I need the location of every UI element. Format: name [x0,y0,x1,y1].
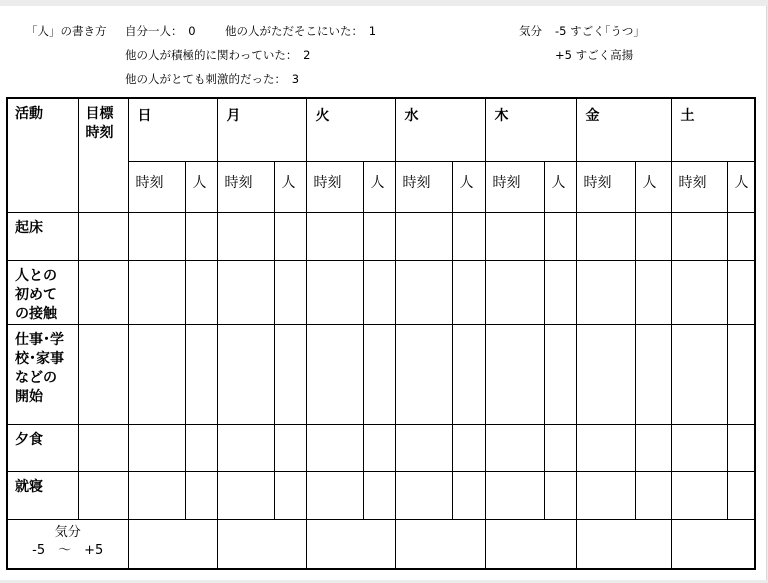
time-cell[interactable] [485,471,544,519]
people-cell[interactable] [544,212,576,260]
people-cell[interactable] [727,471,755,519]
time-cell[interactable] [128,260,185,324]
mood-cell[interactable] [395,519,485,569]
table-row-mood [7,519,755,569]
people-subheader-cell [452,161,485,212]
people-cell[interactable] [635,471,671,519]
time-cell[interactable] [395,324,452,424]
day-label: 金 [585,108,600,124]
table-row-dinner [7,424,755,471]
mood-cell[interactable] [128,519,217,569]
table-row-work-start [7,324,755,424]
people-cell[interactable] [363,471,395,519]
day-header-sat [671,98,755,161]
time-cell[interactable] [217,324,274,424]
time-cell[interactable] [306,324,363,424]
mood-label-cell [7,519,128,569]
people-cell[interactable] [185,212,217,260]
people-cell[interactable] [452,424,485,471]
people-cell[interactable] [635,324,671,424]
row-label-cell [7,212,78,260]
people-subheader-cell [363,161,395,212]
time-cell[interactable] [576,212,635,260]
worksheet-page [0,6,767,580]
day-label: 土 [680,108,695,124]
mood-row-label: 気分 [54,524,81,540]
row-label-cell [7,424,78,471]
people-cell[interactable] [452,324,485,424]
mood-cell[interactable] [306,519,395,569]
time-cell[interactable] [485,212,544,260]
people-cell[interactable] [452,471,485,519]
row-label-cell [7,260,78,324]
people-subheader: 人 [734,174,749,191]
target-time-cell[interactable] [78,212,128,260]
table-row-first-contact [7,260,755,324]
day-label: 木 [494,108,509,124]
time-subheader: 時刻 [402,174,431,191]
time-cell[interactable] [485,324,544,424]
day-label: 火 [315,108,330,124]
people-cell[interactable] [274,212,306,260]
time-subheader-cell [576,161,635,212]
people-cell[interactable] [727,260,755,324]
time-cell[interactable] [395,424,452,471]
time-cell[interactable] [306,471,363,519]
people-cell[interactable] [635,260,671,324]
row-label-bedtime: 就寝 [15,478,43,495]
people-cell[interactable] [544,471,576,519]
people-cell[interactable] [185,424,217,471]
mood-cell[interactable] [671,519,755,569]
time-cell[interactable] [576,471,635,519]
mood-cell[interactable] [217,519,306,569]
row-label-work-start: 仕事･学 校･家事 などの 開始 [15,331,64,405]
people-subheader: 人 [192,174,207,191]
time-cell[interactable] [671,324,727,424]
mood-legend-label: 気分 [519,24,542,38]
time-subheader-cell [671,161,727,212]
people-cell[interactable] [363,260,395,324]
row-label-wake: 起床 [15,219,43,236]
target-time-cell[interactable] [78,324,128,424]
people-cell[interactable] [544,260,576,324]
people-cell[interactable] [185,260,217,324]
people-subheader: 人 [642,174,657,191]
time-cell[interactable] [128,424,185,471]
day-header-fri [576,98,671,161]
mood-legend-low: -5 すごく｢うつ｣ [555,24,640,38]
time-subheader-cell [217,161,274,212]
time-subheader: 時刻 [678,174,707,191]
time-cell[interactable] [306,212,363,260]
people-subheader: 人 [281,174,296,191]
day-header-row [7,98,755,161]
mood-cell[interactable] [485,519,576,569]
people-cell[interactable] [363,324,395,424]
time-cell[interactable] [306,260,363,324]
people-subheader-cell [635,161,671,212]
time-subheader-cell [485,161,544,212]
people-cell[interactable] [727,324,755,424]
day-header-mon [217,98,306,161]
time-cell[interactable] [485,260,544,324]
people-subheader-cell [185,161,217,212]
table-row-wake [7,212,755,260]
target-time-header-cell [78,98,128,212]
time-cell[interactable] [395,212,452,260]
people-cell[interactable] [452,212,485,260]
time-cell[interactable] [671,212,727,260]
time-subheader-cell [128,161,185,212]
time-cell[interactable] [217,471,274,519]
time-cell[interactable] [217,212,274,260]
time-cell[interactable] [128,471,185,519]
time-subheader-cell [395,161,452,212]
activity-log-table [6,97,756,570]
mood-row-range: -5 ～ +5 [32,542,104,558]
time-cell[interactable] [671,424,727,471]
day-header-wed [395,98,485,161]
people-cell[interactable] [185,324,217,424]
target-time-cell[interactable] [78,471,128,519]
target-time-cell[interactable] [78,260,128,324]
row-label-cell [7,471,78,519]
time-cell[interactable] [395,471,452,519]
time-cell[interactable] [217,260,274,324]
people-cell[interactable] [363,424,395,471]
time-cell[interactable] [576,424,635,471]
people-cell[interactable] [274,324,306,424]
time-cell[interactable] [128,324,185,424]
time-subheader: 時刻 [135,174,164,191]
day-label: 日 [137,108,152,124]
people-cell[interactable] [274,424,306,471]
people-subheader: 人 [551,174,566,191]
time-cell[interactable] [395,260,452,324]
time-cell[interactable] [128,212,185,260]
day-header-thu [485,98,576,161]
activity-header-cell [7,98,78,212]
activity-header: 活動 [15,106,43,122]
people-legend-alone: 自分一人： 0 [125,24,196,38]
people-subheader-cell [544,161,576,212]
time-subheader: 時刻 [224,174,253,191]
people-cell[interactable] [544,424,576,471]
people-legend-stimulating: 他の人がとても刺激的だった： 3 [125,72,300,86]
people-cell[interactable] [727,212,755,260]
time-subheader: 時刻 [583,174,612,191]
people-subheader-cell [727,161,755,212]
people-cell[interactable] [727,424,755,471]
people-cell[interactable] [635,212,671,260]
people-cell[interactable] [635,424,671,471]
time-cell[interactable] [306,424,363,471]
time-subheader-cell [306,161,363,212]
row-label-first-contact: 人との 初めて の接触 [15,267,57,322]
people-legend-label: 「人」の書き方 [26,24,107,38]
time-cell[interactable] [576,324,635,424]
day-label: 水 [404,108,419,124]
row-label-cell [7,324,78,424]
people-legend-involved: 他の人が積極的に関わっていた： 2 [125,48,311,62]
time-subheader: 時刻 [492,174,521,191]
mood-label-block [8,520,128,560]
time-cell[interactable] [671,471,727,519]
mood-legend-high: +5 すごく高揚 [555,48,634,62]
people-subheader-cell [274,161,306,212]
target-time-cell[interactable] [78,424,128,471]
time-cell[interactable] [671,260,727,324]
day-label: 月 [226,108,241,124]
people-cell[interactable] [452,260,485,324]
day-header-tue [306,98,395,161]
time-cell[interactable] [576,260,635,324]
people-cell[interactable] [185,471,217,519]
people-cell[interactable] [544,324,576,424]
people-cell[interactable] [274,260,306,324]
mood-cell[interactable] [576,519,671,569]
target-time-header: 目標 時刻 [85,106,114,141]
people-cell[interactable] [363,212,395,260]
row-label-dinner: 夕食 [15,431,43,448]
people-cell[interactable] [274,471,306,519]
people-subheader: 人 [459,174,474,191]
time-cell[interactable] [485,424,544,471]
people-subheader: 人 [370,174,385,191]
time-subheader: 時刻 [313,174,342,191]
table-row-bedtime [7,471,755,519]
day-header-sun [128,98,217,161]
time-cell[interactable] [217,424,274,471]
people-legend-present: 他の人がただそこにいた： 1 [225,24,377,38]
